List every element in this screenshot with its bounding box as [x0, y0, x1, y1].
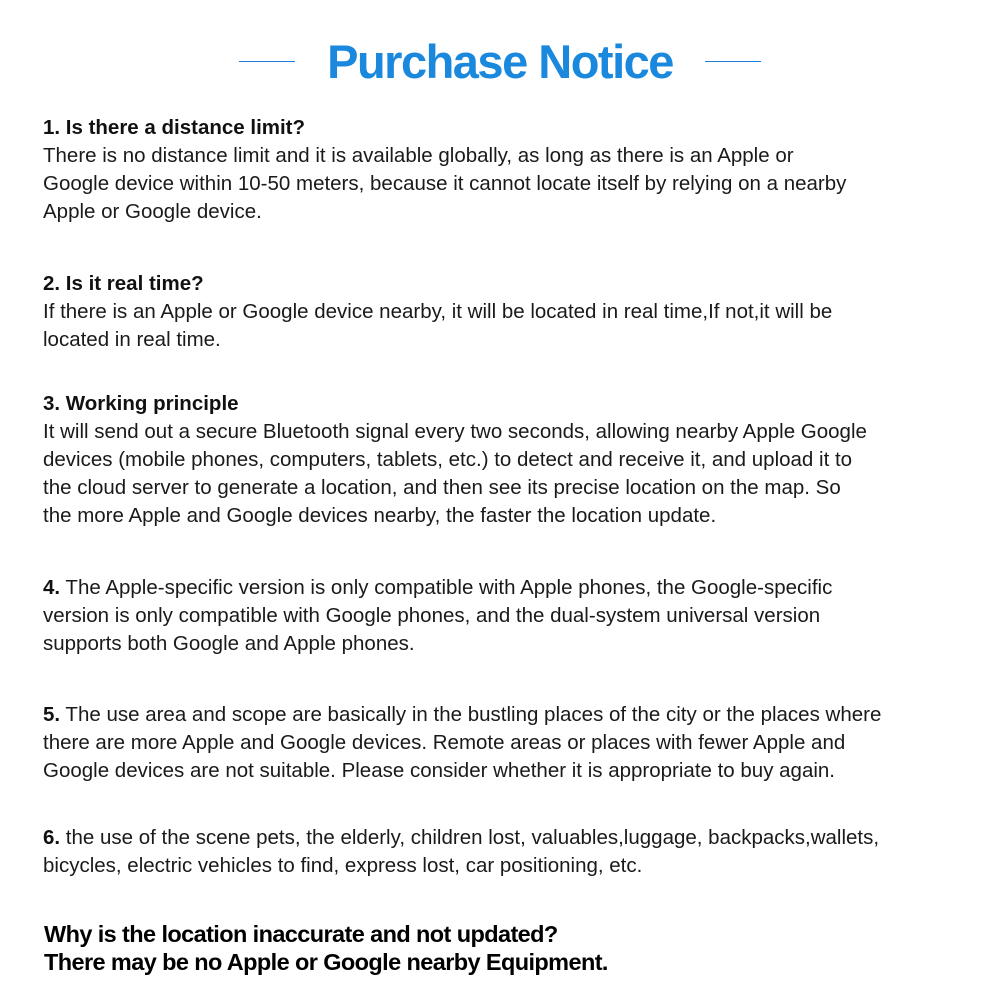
answer-line: Google devices are not suitable. Please consider whether it is appropriate to buy again.: [43, 759, 836, 782]
notice-item-3: [43, 390, 963, 530]
answer-line: devices (mobile phones, computers, tablets, etc.) to detect and receive it, and upload it to: [43, 448, 853, 471]
answer-line: Apple or Google device.: [43, 200, 262, 223]
answer-line: version is only compatible with Google phones, and the dual-system universal version: [43, 604, 821, 627]
answer-line: Google device within 10-50 meters, because it cannot locate itself by relying on a nearby: [43, 172, 847, 195]
answer-line: the more Apple and Google devices nearby, the faster the location update.: [43, 504, 717, 527]
answer-line: It will send out a secure Bluetooth signal every two seconds, allowing nearby Apple Google: [43, 420, 867, 443]
answer-line: If there is an Apple or Google device nearby, it will be located in real time,If not,it will be: [43, 300, 833, 323]
answer-line: There is no distance limit and it is available globally, as long as there is an Apple or: [43, 144, 794, 167]
answer-line: located in real time.: [43, 328, 221, 351]
page-title: Purchase Notice: [327, 34, 673, 88]
footer-answer: There may be no Apple or Google nearby Equipment.: [44, 949, 608, 975]
answer-line: the cloud server to generate a location, and then see its precise location on the map. So: [43, 476, 841, 499]
answer-line: [43, 701, 963, 729]
answer-text: The Apple-specific version is only compatible with Apple phones, the Google-specific: [60, 576, 833, 599]
question-heading: 1. Is there a distance limit?: [43, 116, 306, 139]
notice-item-5: [43, 701, 963, 785]
footer-question: Why is the location inaccurate and not updated?: [44, 921, 558, 947]
notice-item-6: [43, 824, 963, 880]
answer-line: bicycles, electric vehicles to find, express lost, car positioning, etc.: [43, 854, 643, 877]
header-left-divider: [239, 61, 295, 62]
item-number: 5.: [43, 703, 61, 726]
footer-notice: [44, 920, 964, 976]
notice-item-1: [43, 114, 963, 226]
answer-line: supports both Google and Apple phones.: [43, 632, 415, 655]
item-number: 6.: [43, 826, 61, 849]
notice-item-4: [43, 574, 963, 658]
question-heading: 3. Working principle: [43, 392, 239, 415]
answer-line: [43, 824, 963, 852]
header: [0, 28, 1000, 94]
answer-line: there are more Apple and Google devices. Remote areas or places with fewer Apple and: [43, 731, 846, 754]
answer-text: the use of the scene pets, the elderly, children lost, valuables,luggage, backpacks,wallets,: [60, 826, 880, 849]
answer-text: The use area and scope are basically in the bustling places of the city or the places where: [60, 703, 882, 726]
question-heading: 2. Is it real time?: [43, 272, 204, 295]
header-right-divider: [705, 61, 761, 62]
notice-item-2: [43, 270, 963, 354]
answer-line: [43, 574, 963, 602]
item-number: 4.: [43, 576, 61, 599]
